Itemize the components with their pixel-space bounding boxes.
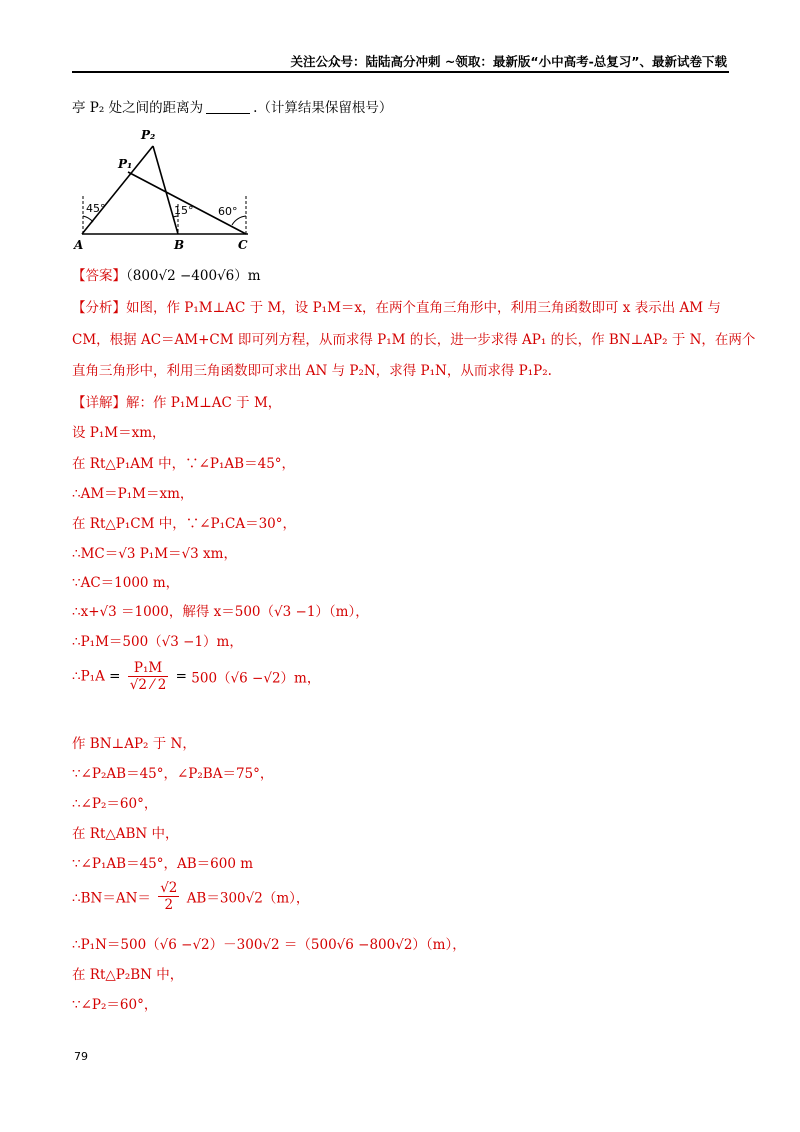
question-prefix: 亭 P₂ 处之间的距离为 (72, 100, 204, 116)
bn-lhs: ∴BN＝AN＝ (72, 890, 151, 907)
solution-line-16: ∴P₁N＝500（√6 −√2）－300√2 ＝（500√6 −800√2）（m）， (72, 937, 466, 953)
fraction-numerator-2: √2 (160, 880, 178, 896)
analysis-line-3: 直角三角形中，利用三角函数即可求出 AN 与 P₂N，求得 P₁N，从而求得 P₁P₂. (72, 363, 552, 379)
solution-line-17: 在 Rt△P₂BN 中， (72, 967, 184, 983)
angle-label-15: 15° (174, 204, 194, 217)
label-b: B (174, 238, 185, 252)
angle-label-60: 60° (218, 205, 238, 218)
bn-result: AB＝300√2（m）， (186, 890, 310, 907)
label-p1: P₁ (118, 157, 133, 171)
solution-line-9 (72, 660, 320, 693)
angle-label-45: 45° (86, 202, 106, 215)
solution-line-5: ∴MC＝√3 P₁M＝√3 xm， (72, 546, 237, 562)
label-c: C (238, 238, 248, 252)
analysis-line-2: CM，根据 AC＝AM+CM 即可列方程，从而求得 P₁M 的长，进一步求得 AP₁ 的长，作 BN⊥AP₂ 于 N，在两个 (72, 332, 756, 348)
label-a: A (74, 238, 84, 252)
detail-line (72, 391, 281, 411)
fraction-denominator-2: 2 (164, 897, 174, 913)
solution-line-10: 作 BN⊥AP₂ 于 N， (72, 736, 196, 752)
solution-line-1: 设 P₁M＝xm， (72, 425, 166, 441)
fraction-sqrt2-over-2 (158, 880, 179, 913)
detail-text-1: 解：作 P₁M⊥AC 于 M， (126, 395, 282, 411)
fraction-numerator: P₁M (128, 660, 169, 677)
answer-blank (206, 101, 250, 114)
fraction-denominator: √2 ⁄ 2 (129, 677, 167, 693)
question-suffix: .（计算结果保留根号） (253, 100, 393, 116)
solution-line-13: 在 Rt△ABN 中， (72, 826, 179, 842)
solution-line-8: ∴P₁M＝500（√3 −1）m， (72, 634, 243, 650)
header-divider (72, 71, 729, 73)
solution-line-3: ∴AM＝P₁M＝xm， (72, 486, 194, 502)
equals-sign: = (109, 668, 121, 685)
geometry-figure (70, 124, 260, 254)
solution-line-15 (72, 880, 309, 913)
solution-line-6: ∵AC＝1000 m， (72, 575, 180, 591)
analysis-tag: 【分析】 (72, 300, 126, 316)
solution-line-7: ∴x+√3 ＝1000，解得 x＝500（√3 −1）（m）， (72, 604, 369, 620)
solution-line-14: ∵∠P₁AB＝45°，AB＝600 m (72, 856, 254, 872)
angle-arc-a (83, 216, 93, 222)
answer-line (72, 264, 261, 284)
label-p2: P₂ (141, 128, 156, 142)
page-number: 79 (74, 1050, 88, 1063)
equals-sign-2: = (175, 668, 187, 685)
fraction-p1m (128, 660, 169, 693)
analysis-text-1: 如图，作 P₁M⊥AC 于 M，设 P₁M＝x，在两个直角三角形中，利用三角函数即可 x 表示出 AM 与 (126, 300, 721, 316)
answer-body: （800√2 −400√6）m (126, 268, 261, 284)
solution-line-4: 在 Rt△P₁CM 中，∵∠P₁CA＝30°， (72, 516, 297, 532)
line-p1-c (128, 172, 246, 234)
solution-line-12: ∴∠P₂＝60°， (72, 796, 158, 812)
page-header: 关注公众号：陆陆高分冲刺 ~领取：最新版“小中高考-总复习”、最新试卷下载 (290, 54, 727, 69)
answer-tag: 【答案】 (72, 268, 126, 284)
p1a-lhs: ∴P₁A (72, 668, 105, 685)
analysis-line-1 (72, 296, 721, 316)
solution-line-2: 在 Rt△P₁AM 中，∵∠P₁AB＝45°， (72, 456, 296, 472)
detail-tag: 【详解】 (72, 395, 126, 411)
solution-line-18: ∵∠P₂＝60°， (72, 997, 158, 1013)
line-p2-b (153, 146, 178, 234)
p1a-result: 500（√6 −√2）m， (191, 670, 321, 687)
solution-line-11: ∵∠P₂AB＝45°，∠P₂BA＝75°， (72, 766, 274, 782)
question-text (72, 96, 392, 116)
